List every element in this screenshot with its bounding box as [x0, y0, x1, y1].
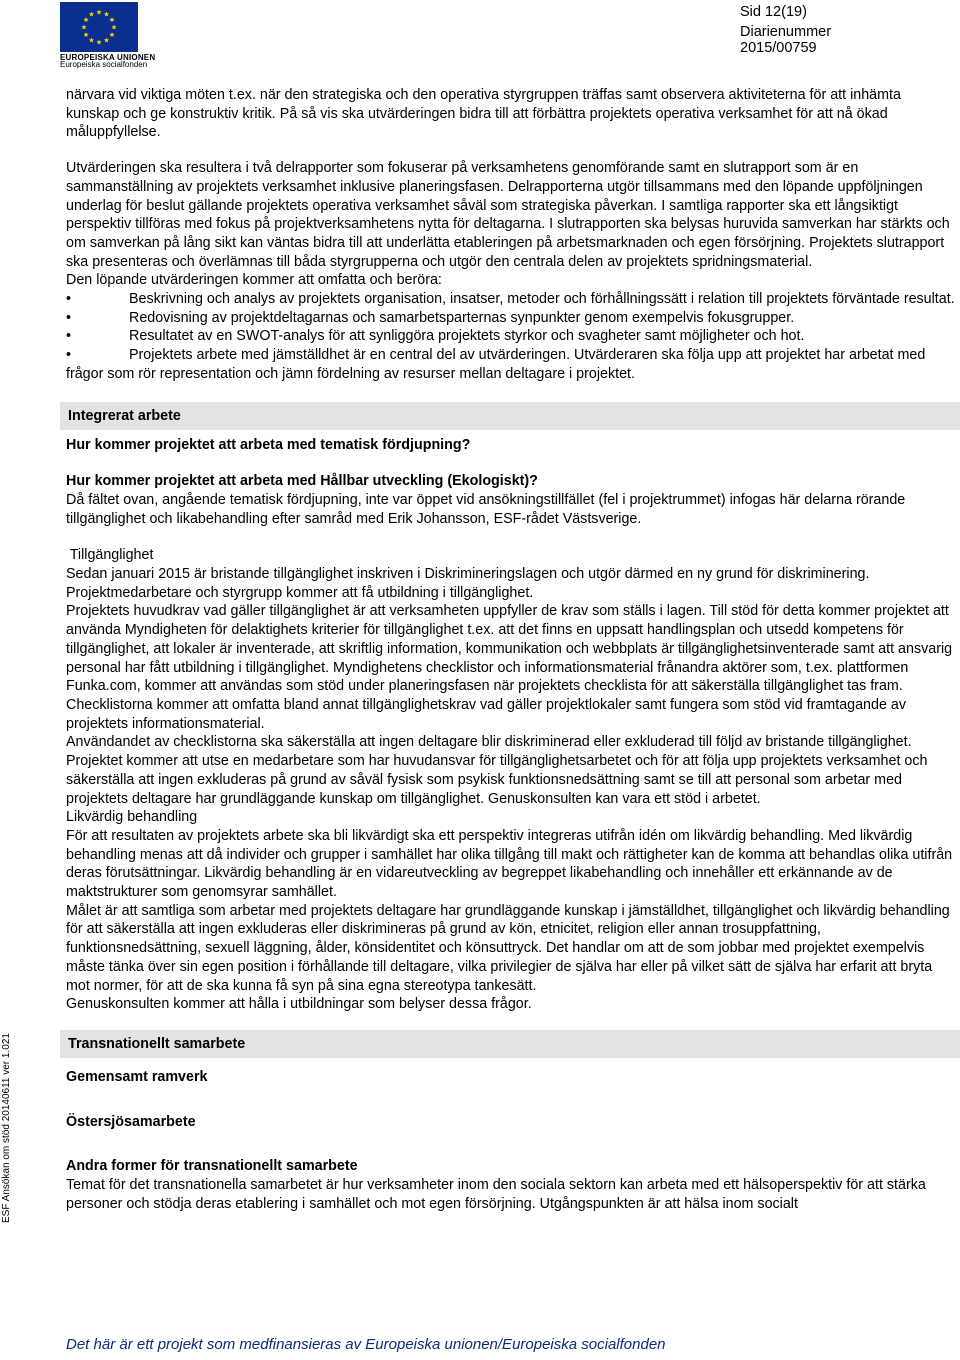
paragraph-accessibility-3: Användandet av checklistorna ska säkerställa att ingen deltagare blir diskriminerad eller exkluderad till följd av bristande tillgänglighet.	[66, 734, 912, 751]
star-icon: ★	[110, 23, 118, 32]
paragraph-evaluation-scope: Den löpande utvärderingen kommer att omfatta och beröra:	[66, 272, 442, 289]
heading-other-forms: Andra former för transnationellt samarbete	[66, 1158, 358, 1175]
paragraph-equal-treatment-2: Målet är att samtliga som arbetar med projektets deltagare har grundläggande kunskap i jämställdhet, tillgänglighet och likvärdig behandling för att säkerställa att ingen exkluderas eller diskrimineras på grund av kön, etnicitet, religion eller annan trosuppfattning, funktionsnedsättning, sexuell läggning, ålder, könsidentitet och könsuttryck. Det handlar om att de som jobbar med projektet exempelvis måste tänka över sin egen position i förhållande till deltagare, vilka privilegier de själva har eller på vilket sätt de själva har erfarit att bryta mot normer, för att de ska kunna få syn på sina egna stereotypa tankesätt.	[66, 902, 950, 994]
star-icon: ★	[108, 16, 116, 24]
eu-flag-icon	[60, 2, 138, 52]
star-icon: ★	[108, 31, 116, 39]
eu-logo	[60, 2, 156, 69]
paragraph-evaluation-reports: Utvärderingen ska resultera i två delrapporter som fokuserar på verksamhetens genomförande samt en slutrapport som är en sammanställning av projektets verksamhet inklusive planeringsfasen. Delrapporterna utgör tillsammans med den löpande uppföljningen underlag för beslut gällande projektets operativa verksamhet såväl som strategiska påverkan. I samtliga rapporter ska ett långsiktigt perspektiv tillföras med fokus på projektverksamhetens nytta för deltagarna. I slutrapporten ska belysas huruvida samverkan har stärkts och om samverkan på lång sikt kan väntas bidra till att underlätta etableringen på arbetsmarknaden och egen försörjning. Projektets slutrapport ska presenteras och överlämnas till båda styrgrupperna och utgör den centrala delen av projektets spridningsmaterial.	[66, 160, 950, 270]
list-item: • Redovisning av projektdeltagarnas och samarbetsparternas synpunkter genom exempelvis fokusgrupper.	[66, 309, 795, 326]
section-header-integrated-work: Integrerat arbete	[60, 402, 960, 430]
star-icon: ★	[82, 16, 90, 24]
star-icon: ★	[88, 36, 95, 45]
page-number: Sid 12(19)	[740, 4, 807, 20]
answer-sustainable-development: Då fältet ovan, angående tematisk fördjupning, inte var öppet vid ansökningstillfället (fel i projektrummet) infogas här delarna rörande tillgänglighet och likabehandling efter samråd med Erik Johansson, ESF-rådet Västsverige.	[66, 491, 906, 527]
subheading-equal-treatment: Likvärdig behandling	[66, 809, 198, 826]
document-body	[66, 86, 956, 1213]
list-item: • Projektets arbete med jämställdhet är en central del av utvärderingen. Utvärderaren ska följa upp att projektet har arbetat med frågor som rör representation och jämn fördelning av resurser mellan deltagare i projektet.	[66, 347, 926, 382]
list-item: • Beskrivning och analys av projektets organisation, insatser, metoder och förhållningssätt i relation till projektets förväntade resultat.	[66, 291, 955, 308]
star-icon: ★	[103, 36, 110, 45]
heading-common-framework: Gemensamt ramverk	[66, 1068, 208, 1085]
star-icon: ★	[95, 38, 103, 47]
star-icon: ★	[103, 10, 110, 19]
heading-baltic-cooperation: Östersjösamarbete	[66, 1113, 196, 1130]
paragraph-transnational: Temat för det transnationella samarbetet är hur verksamheter inom den sociala sektorn kan arbeta med ett hälsoperspektiv för att stärka personer och stödja deras etablering i samhället och mot egen försörjning. Utgångspunkten är att hälsa inom socialt	[66, 1177, 926, 1212]
question-thematic: Hur kommer projektet att arbeta med tematisk fördjupning?	[66, 436, 471, 453]
star-icon: ★	[80, 23, 88, 32]
list-item: • Resultatet av en SWOT-analys för att synliggöra projektets styrkor och svagheter samt möjligheter och hot.	[66, 328, 805, 345]
footer-cofinancing: Det här är ett projekt som medfinansieras av Europeiska unionen/Europeiska socialfonden	[66, 1336, 666, 1353]
paragraph-equal-treatment-1: För att resultaten av projektets arbete ska bli likvärdigt ska ett perspektiv integreras utifrån idén om likvärdig behandling. Med likvärdig behandling menas att då individer och grupper i samhället har olika tillgång till makt och rättigheter kan de komma att behandlas olika utifrån deras förutsättningar. Likvärdig behandling är en vidareutveckling av begreppet likabehandling och innehåller ett erkännande av de maktstrukturer som genomsyrar samhället.	[66, 827, 953, 901]
paragraph-accessibility-1: Sedan januari 2015 är bristande tillgänglighet inskriven i Diskrimineringslagen och utgör därmed en ny grund för diskriminering. Projektmedarbetare och styrgrupp kommer att få utbildning i tillgänglighet.	[66, 566, 870, 601]
paragraph-evaluation-intro: närvara vid viktiga möten t.ex. när den strategiska och den operativa styrgruppen träffas samt observera aktiviteterna för att inhämta kunskap och ge konstruktiv kritik. På så vis ska utvärderingen bidra till att förbättra projektets operativa verksamhet för att nå ökad måluppfyllelse.	[66, 87, 901, 141]
form-version-text: ESF Ansökan om stöd 20140611 ver 1.021	[1, 1033, 12, 1223]
logo-line-2: Europeiska socialfonden	[60, 60, 148, 69]
eu-stars-icon	[60, 2, 138, 52]
section-header-transnational: Transnationellt samarbete	[60, 1030, 960, 1058]
registration-label: Diarienummer	[740, 24, 832, 40]
registration-number: 2015/00759	[740, 40, 817, 56]
star-icon: ★	[82, 31, 90, 39]
paragraph-accessibility-2: Projektets huvudkrav vad gäller tillgänglighet är att verksamheten uppfyller de krav som ställs i lagen. Till stöd för detta kommer projektet att använda Myndigheten för delaktighets kriterier för tillgänglighet t.ex. att det finns en uppsatt handlingsplan och utsedd kompetens för tillgänglighet, att lokaler är inventerade, att skriftlig information, kommunikation och webbplats är tillgänglighetsinventerade samt att ansvarig personal har fått utbildning i tillgänglighet. Myndighetens checklistor och informationsmaterial frånandra aktörer som, t.ex. plattformen Funka.com, kommer att användas som stöd under planeringsfasen när projektets checklista för att säkerställa tillgänglighet tas fram. Checklistorna kommer att omfatta bland annat tillgänglighetskrav vad gäller projektlokaler samt fungera som stöd vid framtagande av projektets informationsmaterial.	[66, 603, 953, 732]
paragraph-accessibility-4: Projektet kommer att utse en medarbetare som har huvudansvar för tillgänglighetsarbetet och för att följa upp projektets verksamhet och säkerställa att ingen exkluderas på grund av såväl fysisk som psykisk funktionsnedsättning samt se till att personal som arbetar med projektets deltagare har grundläggande kunskap om tillgänglighet. Genuskonsulten kan vara ett stöd i arbetet.	[66, 753, 928, 807]
star-icon: ★	[95, 8, 103, 17]
star-icon: ★	[88, 10, 95, 19]
question-sustainable-development: Hur kommer projektet att arbeta med Hållbar utveckling (Ekologiskt)?	[66, 473, 538, 490]
logo-line-1: EUROPEISKA UNIONEN	[60, 53, 156, 62]
subheading-accessibility: Tillgänglighet	[66, 547, 154, 564]
paragraph-equal-treatment-3: Genuskonsulten kommer att hålla i utbildningar som belyser dessa frågor.	[66, 996, 532, 1013]
